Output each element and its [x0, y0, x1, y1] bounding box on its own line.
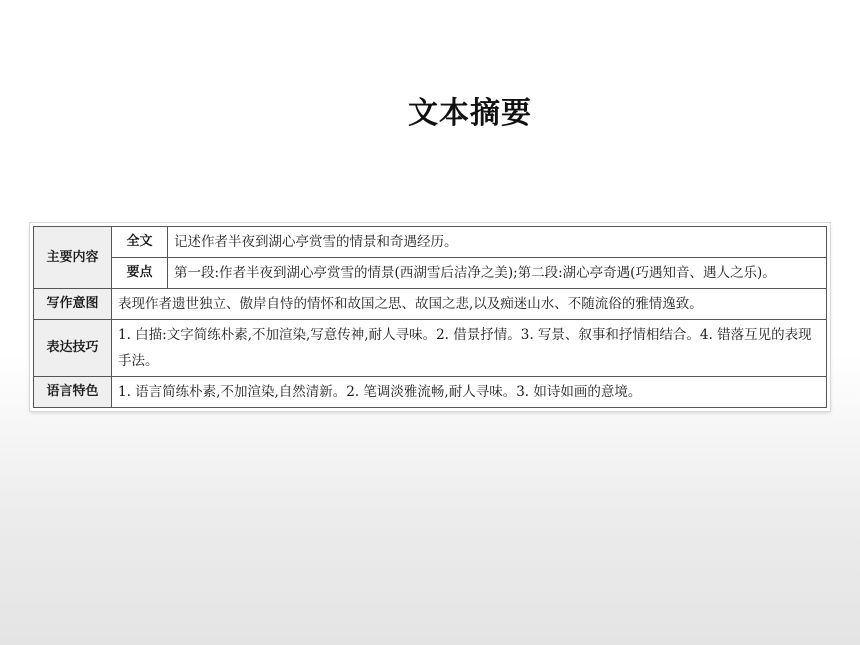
row-header-language-features: 语言特色	[34, 377, 112, 408]
row-header-main-content: 主要内容	[34, 227, 112, 289]
summary-table-container	[30, 223, 830, 411]
table-row-language-features	[34, 377, 827, 408]
sub-header-full-text: 全文	[112, 227, 168, 258]
row-header-expression-skills: 表达技巧	[34, 320, 112, 377]
cell-key-points: 第一段:作者半夜到湖心亭赏雪的情景(西湖雪后洁净之美);第二段:湖心亭奇遇(巧遇知音、遇人之乐)。	[168, 258, 827, 289]
summary-table	[33, 226, 827, 408]
table-row-key-points	[34, 258, 827, 289]
cell-expression-skills: 1. 白描:文字简练朴素,不加渲染,写意传神,耐人寻味。2. 借景抒情。3. 写景、叙事和抒情相结合。4. 错落互见的表现手法。	[112, 320, 827, 377]
table-row-expression-skills	[34, 320, 827, 377]
cell-full-text: 记述作者半夜到湖心亭赏雪的情景和奇遇经历。	[168, 227, 827, 258]
cell-writing-intent: 表现作者遗世独立、傲岸自恃的情怀和故国之思、故国之悲,以及痴迷山水、不随流俗的雅情逸致。	[112, 289, 827, 320]
cell-language-features: 1. 语言简练朴素,不加渲染,自然清新。2. 笔调淡雅流畅,耐人寻味。3. 如诗如画的意境。	[112, 377, 827, 408]
table-row-writing-intent	[34, 289, 827, 320]
table-row-full-text	[34, 227, 827, 258]
row-header-writing-intent: 写作意图	[34, 289, 112, 320]
sub-header-key-points: 要点	[112, 258, 168, 289]
page-title: 文本摘要	[408, 96, 532, 131]
